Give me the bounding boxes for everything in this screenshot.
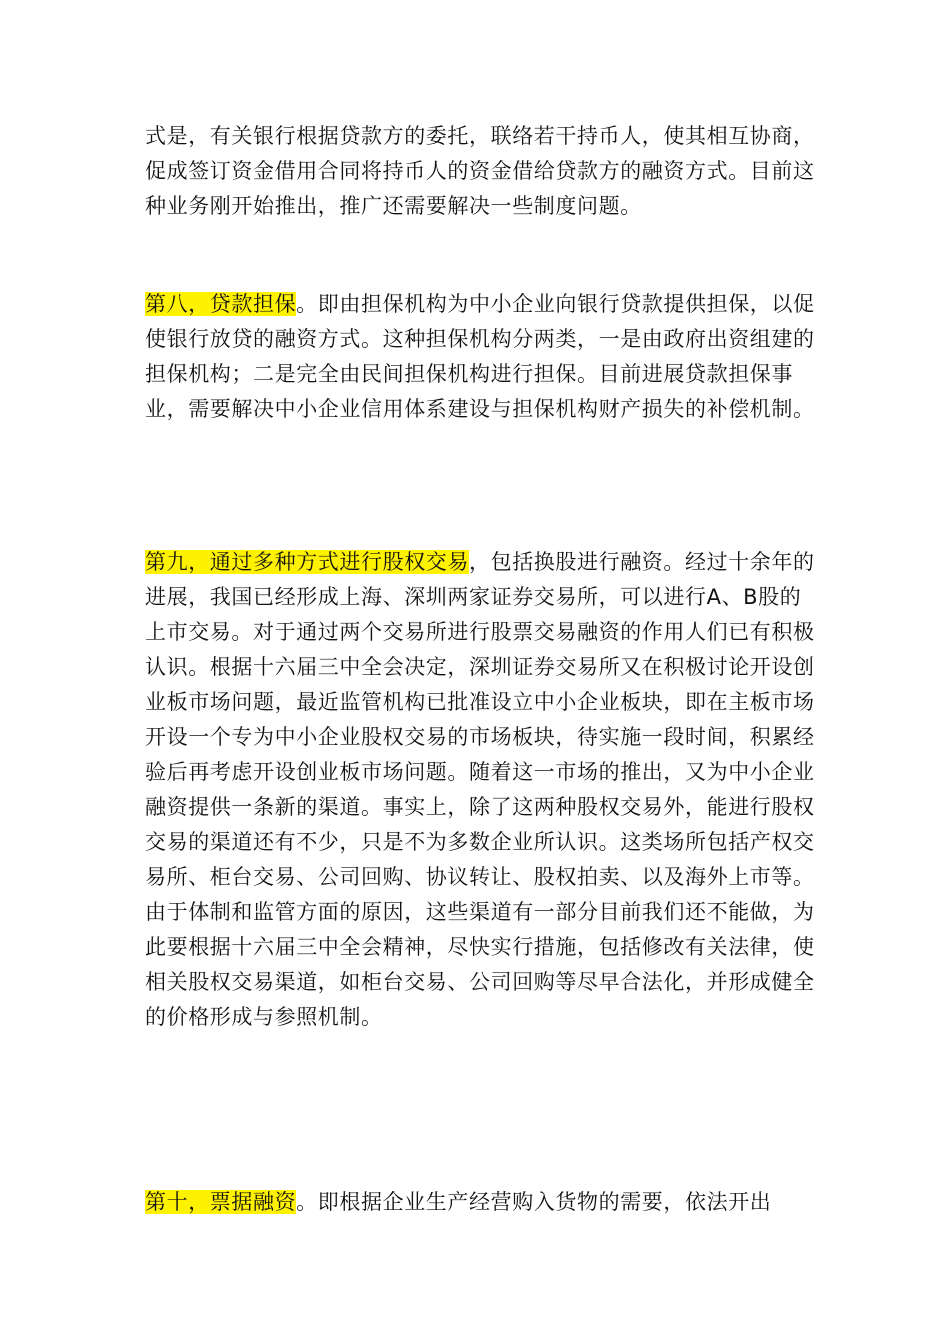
highlighted-heading: 第八，贷款担保 — [145, 292, 297, 316]
paragraph-text: 。即根据企业生产经营购入货物的需要，依法开出 — [296, 1190, 772, 1214]
highlighted-heading: 第十，票据融资 — [145, 1190, 297, 1214]
highlighted-heading: 第九，通过多种方式进行股权交易 — [145, 550, 469, 574]
paragraph-bill-financing — [145, 1185, 815, 1220]
paragraph-text: 。即由担保机构为中小企业向银行贷款提供担保，以促使银行放贷的融资方式。这种担保机构分两类，一是由政府出资组建的担保机构；二是完全由民间担保机构进行担保。目前进展贷款担保事业，需要解决中小企业信用体系建设与担保机构财产损失的补偿机制。 — [145, 292, 815, 421]
paragraph-text: 式是，有关银行根据贷款方的委托，联络若干持币人，使其相互协商，促成签订资金借用合同将持币人的资金借给贷款方的融资方式。目前这种业务刚开始推出，推广还需要解决一些制度问题。 — [145, 124, 815, 218]
paragraph-loan-guarantee — [145, 287, 815, 427]
paragraph-continuation — [145, 119, 815, 224]
paragraph-equity-trading — [145, 545, 815, 1035]
paragraph-text: ，包括换股进行融资。经过十余年的进展，我国已经形成上海、深圳两家证券交易所，可以进行A、B股的上市交易。对于通过两个交易所进行股票交易融资的作用人们已有积极认识。根据十六届三中全会决定，深圳证券交易所又在积极讨论开设创业板市场问题，最近监管机构已批准设立中小企业板块，即在主板市场开设一个专为中小企业股权交易的市场板块，待实施一段时间，积累经验后再考虑开设创业板市场问题。随着这一市场的推出，又为中小企业融资提供一条新的渠道。事实上，除了这两种股权交易外，能进行股权交易的渠道还有不少，只是不为多数企业所认识。这类场所包括产权交易所、柜台交易、公司回购、协议转让、股权拍卖、以及海外上市等。由于体制和监管方面的原因，这些渠道有一部分目前我们还不能做，为此要根据十六届三中全会精神，尽快实行措施，包括修改有关法律，使相关股权交易渠道，如柜台交易、公司回购等尽早合法化，并形成健全的价格形成与参照机制。 — [145, 550, 815, 1029]
